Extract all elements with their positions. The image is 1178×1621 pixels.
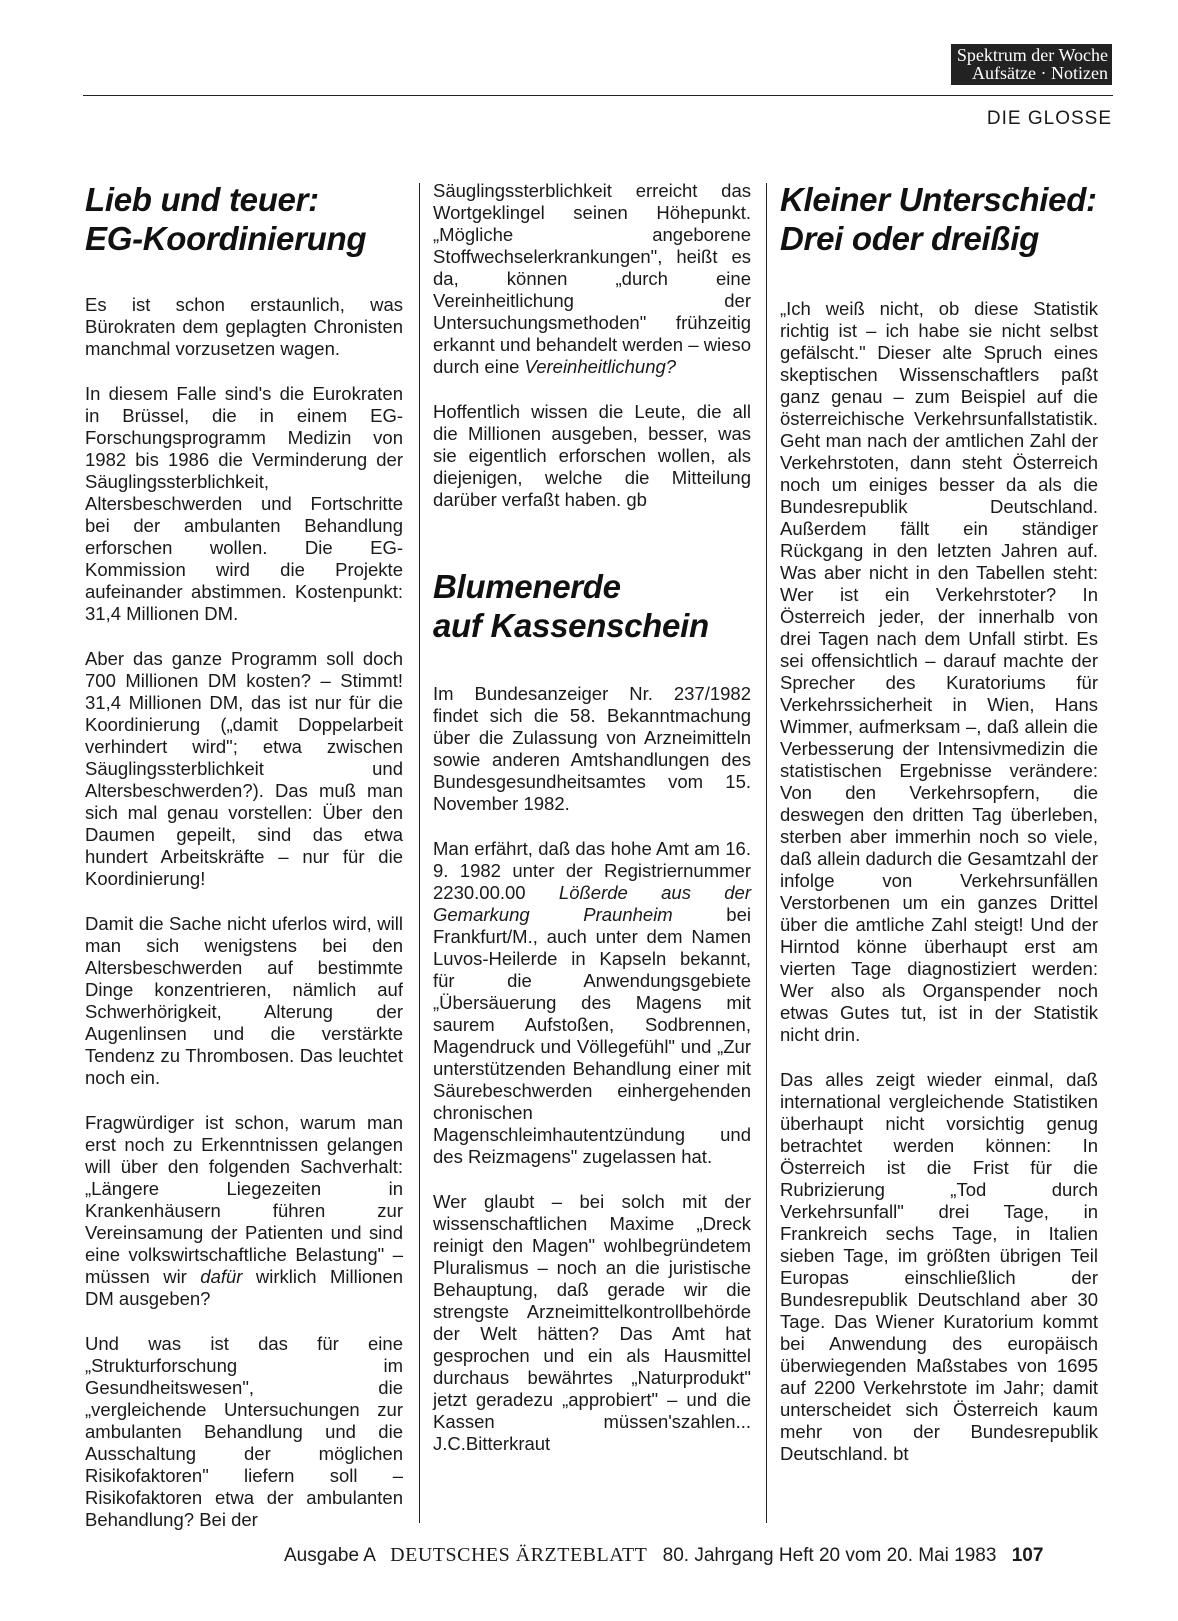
text-run: bei Frankfurt/M., auch unter dem Namen Luvos-Heilerde in Kapseln bekannt, für die Anwendungsgebiete „Übersäuerung des Magens mit saurem Aufstoßen, Sodbrennen, Magendruck und Völlegefühl" und „Zur unterstützenden Behandlung einer mit Säurebeschwerden einhergehenden chronischen Magenschleimhautentzündung und des Reizmagens" zugelassen hat.: [433, 904, 751, 1167]
article-3-title-line-2: Drei oder dreißig: [780, 220, 1039, 257]
column-2: [433, 180, 751, 1478]
article-3-title: [780, 180, 1098, 258]
footer-issue: 80. Jahrgang Heft 20 vom 20. Mai 1983: [662, 1545, 997, 1566]
section-line-2: Aufsätze · Notizen: [972, 63, 1108, 83]
article-3-title-line-1: Kleiner Unterschied:: [780, 181, 1097, 218]
rubric-label: DIE GLOSSE: [986, 108, 1112, 129]
article-1-paragraph: [85, 1112, 403, 1310]
text-run: Fragwürdiger ist schon, warum man erst noch zu Erkenntnissen gelangen will über den folgenden Sachverhalt: „Längere Liegezeiten in Krankenhäusern führen zur Vereinsamung der Patienten und sind eine volkswirtschaftliche Belastung" – müssen wir: [85, 1112, 403, 1287]
article-1-paragraph: Hoffentlich wissen die Leute, die all die Millionen ausgeben, besser, was sie eigentlich erforschen wollen, als diejenigen, welche die Mitteilung darüber verfaßt haben. gb: [433, 401, 751, 510]
text-run: Man erfährt, daß das hohe Amt am 16. 9. 1982 unter der Registriernummer 2230.00.00: [433, 838, 751, 903]
page-number: 107: [1011, 1545, 1044, 1566]
text-run: wirklich Millionen DM ausgeben?: [85, 1266, 403, 1309]
article-1-title: [85, 180, 403, 258]
section-line-1: Spektrum der Woche: [956, 45, 1108, 65]
column-divider-1: [419, 183, 420, 1523]
article-2-paragraph: Im Bundesanzeiger Nr. 237/1982 findet sich die 58. Bekanntmachung über die Zulassung von Arzneimitteln sowie anderen Amtshandlungen des Bundesgesundheitsamtes vom 15. November 1982.: [433, 683, 751, 814]
article-1-title-line-2: EG-Koordinierung: [85, 220, 367, 257]
article-1-paragraph: [433, 180, 751, 378]
column-3: [780, 180, 1098, 1488]
footer-edition: Ausgabe A: [284, 1545, 375, 1566]
article-3-paragraph: Das alles zeigt wieder einmal, daß international vergleichende Statistiken überhaupt nicht vorsichtig genug betrachtet werden können: In Österreich ist die Frist für die Rubrizierung „Tod durch Verkehrsunfall" drei Tage, in Frankreich sechs Tage, in Italien sieben Tage, im größten übrigen Teil Europas einschließlich der Bundesrepublik Deutschland aber 30 Tage. Das Wiener Kuratorium kommt bei Anwendung des europäisch überwiegenden Maßstabes von 1695 auf 2200 Verkehrstote im Jahr; damit unterscheidet sich Österreich kaum mehr von der Bundesrepublik Deutschland. bt: [780, 1069, 1098, 1464]
page-footer: [284, 1544, 1043, 1567]
article-3-paragraph: „Ich weiß nicht, ob diese Statistik richtig ist – ich habe sie nicht selbst gefälscht." Dieser alte Spruch eines skeptischen Wissenschaftlers paßt ganz genau – zum Beispiel auf die österreichische Verkehrsunfallstatistik. Geht man nach der amtlichen Zahl der Verkehrstoten, dann steht Österreich noch um einiges besser da als die Bundesrepublik Deutschland. Außerdem fällt ein ständiger Rückgang in den letzten Jahren auf. Was aber nicht in den Tabellen steht: Wer ist ein Verkehrstoter? In Österreich jeder, der innerhalb von drei Tagen nach dem Unfall stirbt. Es sei offensichtlich – darauf machte der Sprecher des Kuratoriums für Verkehrssicherheit in Wien, Hans Wimmer, aufmerksam –, daß allein die Verbesserung der Intensivmedizin die statistischen Ergebnisse verändere: Von den Verkehrsopfern, die deswegen den dritten Tag überleben, sterben aber immerhin noch so viele, daß allein dadurch die Gesamtzahl der infolge von Verkehrsunfällen Verstorbenen um ein ganzes Drittel über die amtliche Zahl steigt! Und der Hirntod könne überhaupt erst am vierten Tage diagnostiziert werden: Wer also als Organspender noch etwas Gutes tut, ist in der Statistik nicht drin.: [780, 298, 1098, 1045]
emphasis-text: Lößerde aus der Gemarkung Praunheim: [433, 882, 751, 925]
article-2-title-line-2: auf Kassenschein: [433, 607, 709, 644]
article-2-paragraph: Wer glaubt – bei solch mit der wissenschaftlichen Maxime „Dreck reinigt den Magen" wohlbegründetem Pluralismus – noch an die juristische Behauptung, daß gerade wir die strengste Arzneimittelkontrollbehörde der Welt hätten? Das Amt hat gesprochen und ein als Hausmittel durchaus bewährtes „Naturprodukt" jetzt geradezu „approbiert" – und die Kassen müssen'szahlen... J.C.Bitterkraut: [433, 1191, 751, 1454]
article-1-paragraph: Es ist schon erstaunlich, was Bürokraten dem geplagten Chronisten manchmal vorzusetzen wagen.: [85, 294, 403, 359]
top-rule: [83, 95, 1113, 96]
text-run: Säuglingssterblichkeit erreicht das Wortgeklingel seinen Höhepunkt. „Mögliche angeborene Stoffwechselerkrankungen", heißt es da, können „durch eine Vereinheitlichung der Untersuchungsmethoden" frühzeitig erkannt und behandelt werden – wieso durch eine: [433, 180, 751, 377]
article-2-title-line-1: Blumenerde: [433, 568, 621, 605]
emphasis-text: dafür: [200, 1266, 243, 1287]
article-1-paragraph: Und was ist das für eine „Strukturforschung im Gesundheitswesen", die „vergleichende Untersuchungen zur ambulanten Behandlung und die Ausschaltung der möglichen Risikofaktoren" liefern soll – Risikofaktoren etwa der ambulanten Behandlung? Bei der: [85, 1333, 403, 1530]
emphasis-text: Vereinheitlichung?: [524, 356, 677, 377]
column-1: [85, 180, 403, 1554]
footer-journal-name: DEUTSCHES ÄRZTEBLATT: [390, 1544, 648, 1566]
article-1-paragraph: In diesem Falle sind's die Eurokraten in Brüssel, die in einem EG-Forschungsprogramm Medizin von 1982 bis 1986 die Verminderung der Säuglingssterblichkeit, Altersbeschwerden und Fortschritte bei der ambulanten Behandlung erforschen wollen. Die EG-Kommission wird die Projekte aufeinander abstimmen. Kostenpunkt: 31,4 Millionen DM.: [85, 383, 403, 624]
article-1-paragraph: Damit die Sache nicht uferlos wird, will man sich wenigstens bei den Altersbeschwerden auf bestimmte Dinge konzentrieren, nämlich auf Schwerhörigkeit, Alterung der Augenlinsen und die verstärkte Tendenz zu Thrombosen. Das leuchtet noch ein.: [85, 913, 403, 1088]
article-2-paragraph: [433, 838, 751, 1168]
article-1-paragraph: Aber das ganze Programm soll doch 700 Millionen DM kosten? – Stimmt! 31,4 Millionen DM, das ist nur für die Koordinierung („damit Doppelarbeit verhindert wird"; etwa zwischen Säuglingssterblichkeit und Altersbeschwerden?). Das muß man sich mal genau vorstellen: Über den Daumen gepeilt, sind das etwa hundert Arbeitskräfte – nur für die Koordinierung!: [85, 648, 403, 889]
article-2-title: [433, 567, 751, 645]
section-badge: [951, 44, 1112, 85]
article-1-title-line-1: Lieb und teuer:: [85, 181, 319, 218]
column-divider-2: [766, 183, 767, 1523]
